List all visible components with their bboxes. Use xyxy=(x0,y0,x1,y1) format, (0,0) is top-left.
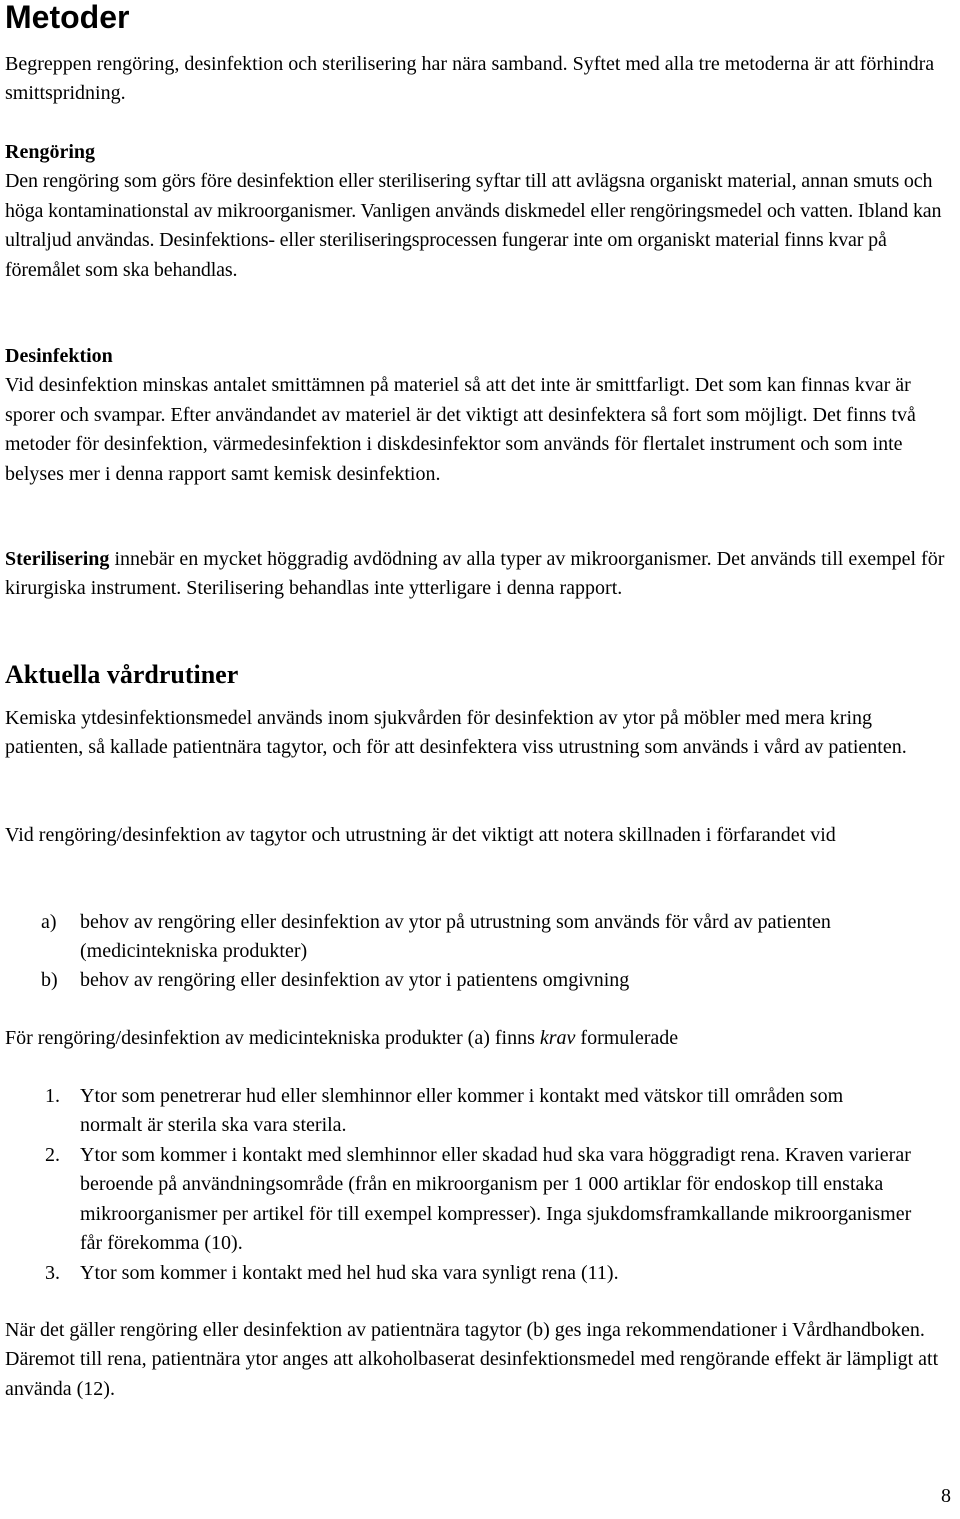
page-heading: Metoder xyxy=(5,0,130,35)
intro-paragraph: Begreppen rengöring, desinfektion och sterilisering har nära samband. Syftet med alla tre metoderna är att förhindra smittspridning. xyxy=(5,53,935,105)
aktuella-paragraph-1: Kemiska ytdesinfektionsmedel används inom sjukvården för desinfektion av ytor på möbler med mera kring patienten, så kallade patientnära tagytor, och för att desinfektera viss utrustning som används i vård av patienten. xyxy=(5,707,907,759)
list-marker: a) xyxy=(41,911,57,933)
aktuella-paragraph-4: När det gäller rengöring eller desinfektion av patientnära tagytor (b) ges inga rekommendationer i Vårdhandboken. Däremot till rena, patientnära ytor anges att alkoholbaserat desinfektionsmedel med rengörande effekt är lämpligt att använda (12). xyxy=(5,1319,939,1400)
list-item-text: behov av rengöring eller desinfektion av ytor på utrustning som används för vård av patienten (medicintekniska produkter) xyxy=(80,911,831,963)
section-text-rengoring: Den rengöring som görs före desinfektion eller sterilisering syftar till att avlägsna organiskt material, annan smuts och höga kontaminationstal av mikroorganismer. Vanligen används diskmedel eller rengöringsmedel och vatten. Ibland kan ultraljud användas. Desinfektions- eller steriliseringsprocessen fungerar inte om organiskt material finns kvar på föremålet som ska behandlas. xyxy=(5,170,942,281)
list-marker: b) xyxy=(41,969,58,991)
aktuella-paragraph-2: Vid rengöring/desinfektion av tagytor och utrustning är det viktigt att notera skillnaden i förfarandet vid xyxy=(5,824,836,846)
text-run: För rengöring/desinfektion av medicintekniska produkter (a) finns xyxy=(5,1027,535,1049)
text-run: formulerade xyxy=(580,1027,679,1049)
section-rengoring xyxy=(5,138,950,285)
list-item-text: Ytor som penetrerar hud eller slemhinnor eller kommer i kontakt med vätskor till områden som normalt är sterila ska vara sterila. xyxy=(80,1085,844,1137)
page-number: 8 xyxy=(941,1485,951,1507)
list-item-text: behov av rengöring eller desinfektion av ytor i patientens omgivning xyxy=(80,969,630,991)
section-text-sterilisering: innebär en mycket höggradig avdödning av alla typer av mikroorganismer. Det används till exempel för kirurgiska instrument. Sterilisering behandlas inte ytterligare i denna rapport. xyxy=(5,548,945,600)
section-text-desinfektion: Vid desinfektion minskas antalet smittämnen på materiel så att det inte är smittfarligt. Det som kan finnas kvar är sporer och svampar. Efter användandet av materiel är det viktigt att desinfektera så fort som möjligt. Det finns två metoder för desinfektion, värmedesinfektion i diskdesinfektor som används för flertalet instrument och som inte belyses mer i denna rapport samt kemisk desinfektion. xyxy=(5,374,916,485)
aktuella-paragraph-3 xyxy=(5,1024,950,1053)
list-item-text: Ytor som kommer i kontakt med hel hud ska vara synligt rena (11). xyxy=(80,1262,619,1284)
list-marker: 1. xyxy=(45,1085,60,1107)
section-title-desinfektion: Desinfektion xyxy=(5,345,113,367)
list-item-text: Ytor som kommer i kontakt med slemhinnor eller skadad hud ska vara höggradigt rena. Kraven varierar beroende på användningsområde (från en mikroorganism per 1 000 artiklar för endoskop till enstaka mikroorganismer per artikel för till exempel kompresser). Inga sjukdomsframkallande mikroorganismer får förekomma (10). xyxy=(80,1144,912,1255)
section-title-sterilisering: Sterilisering xyxy=(5,548,110,570)
section-desinfektion xyxy=(5,342,950,489)
section-title-rengoring: Rengöring xyxy=(5,141,95,163)
list-marker: 2. xyxy=(45,1144,60,1166)
list-marker: 3. xyxy=(45,1262,60,1284)
section-heading-aktuella: Aktuella vårdrutiner xyxy=(5,660,239,689)
section-sterilisering xyxy=(5,545,950,604)
emphasis-krav: krav xyxy=(539,1027,576,1049)
